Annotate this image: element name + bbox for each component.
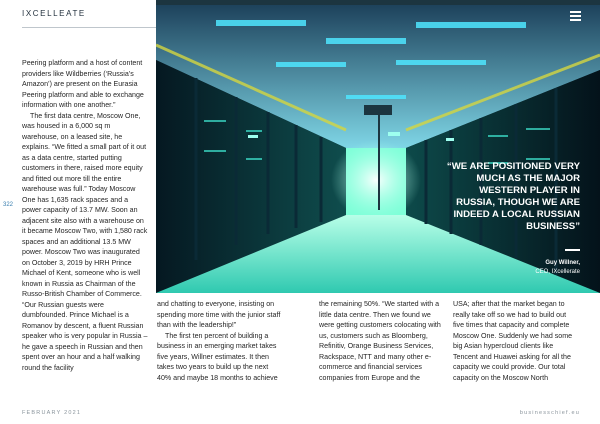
paragraph: Peering platform and a host of content providers like Wildberries (‘Russia’s Amazon’) are present on the Eurasia Peering platform and able to exchange information with one another.” (22, 59, 144, 109)
article-column-2 (157, 299, 281, 383)
paragraph: The first ten percent of building a business in an emerging market takes five years, Willner estimates. It then takes two years to build up the next 40% and maybe 18 months to achieve (157, 331, 278, 382)
article-column-3 (319, 299, 444, 383)
page-number-left: 322 (3, 202, 14, 208)
paragraph: and chatting to everyone, insisting on spending more time with the junior staff than with the leadership!” (157, 300, 281, 329)
brand-logo: IXCELLEATE (22, 9, 86, 18)
menu-icon[interactable] (570, 11, 581, 23)
header-rule (22, 27, 156, 28)
quote-divider (565, 249, 580, 251)
paragraph: The first data centre, Moscow One, was housed in a 6,000 sq m warehouse, on a leased site, he explains. “We fitted a small part of it out as a data centre, started putting customers in there, raised more equity and fitted out more till the entire warehouse was full.” Today Moscow One has 1,635 rack spaces and a power capacity of 13.7 MW. Soon an adjacent site also with a warehouse on it became Moscow Two, with 1,580 rack spaces and an additional 13.5 MW power. Moscow Two was inaugurated on October 3, 2019 by HRH Prince Michael of Kent, someone who is well known in Russia as Chairman of the Russo-British Chamber of Commerce. “Our Russian guests were dumbfounded. Prince Michael is a Romanov by descent, a fluent Russian speaker who is very popular in Russia – he gave a speech in Russian and then spent over an hour and a half walking round the facility (22, 111, 148, 372)
pull-quote: “WE ARE POSITIONED VERY MUCH AS THE MAJOR WESTERN PLAYER IN RUSSIA, THOUGH WE ARE INDEED A LOCAL RUSSIAN BUSINESS” (446, 161, 580, 232)
article-column-4 (453, 299, 579, 383)
article-column-1 (22, 58, 148, 373)
footer-date: FEBRUARY 2021 (22, 410, 82, 416)
quote-author-role: CEO, IXcellerate (535, 268, 580, 275)
footer-site[interactable]: businesschief.eu (519, 410, 580, 416)
quote-attribution (535, 259, 580, 276)
paragraph: USA; after that the market began to really take off so we had to build out five times that capacity and complete Moscow One. Suddenly we had some big Asian hypercloud clients like Tencent and Huawei asking for all the capacity we could provide. Our total capacity on the Moscow North (453, 300, 573, 382)
data-centre-photo (156, 0, 600, 293)
paragraph: the remaining 50%. “We started with a little data centre. Then we found we were getting customers colocating with us, customers such as Bloomberg, Refinitiv, Orange Business Services, Rackspace, NTT and many other e-commerce and financial services companies from Europe and the (319, 300, 441, 382)
quote-author-name: Guy Willner, (545, 260, 580, 266)
